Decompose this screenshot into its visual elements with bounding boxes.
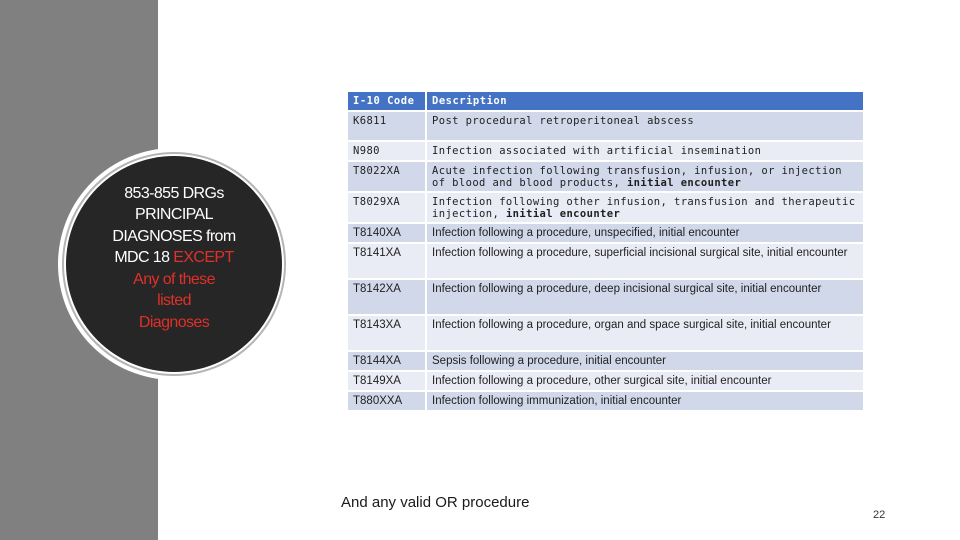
table-body <box>348 112 863 412</box>
drg-circle-text <box>89 183 259 334</box>
table-row <box>348 280 863 316</box>
footer-note: And any valid OR procedure <box>341 494 530 511</box>
description-text: Infection associated with artificial insemination <box>432 145 762 157</box>
description-text: Post procedural retroperitoneal abscess <box>432 115 695 127</box>
page-number: 22 <box>873 509 886 521</box>
table-row <box>348 112 863 142</box>
cell-code: T8022XA <box>348 162 427 193</box>
description-text: Infection following a procedure, organ and space surgical site, initial encounter <box>432 319 831 331</box>
description-text: Sepsis following a procedure, initial encounter <box>432 355 666 367</box>
circle-line-3: DIAGNOSES from <box>112 227 236 245</box>
cell-description <box>427 280 863 316</box>
cell-code: T8149XA <box>348 372 427 392</box>
drg-circle <box>66 156 282 372</box>
description-text: Infection following a procedure, other surgical site, initial encounter <box>432 375 772 387</box>
description-text: Infection following a procedure, deep incisional surgical site, initial encounter <box>432 283 822 295</box>
cell-description <box>427 352 863 372</box>
cell-code: T8144XA <box>348 352 427 372</box>
cell-code: N980 <box>348 142 427 162</box>
description-text: Infection following immunization, initial encounter <box>432 395 682 407</box>
cell-code: K6811 <box>348 112 427 142</box>
cell-description <box>427 244 863 280</box>
circle-line-6: listed <box>157 292 191 310</box>
table-row <box>348 142 863 162</box>
header-code: I-10 Code <box>348 92 427 112</box>
table-row <box>348 162 863 193</box>
circle-line-5: Any of these <box>133 270 215 288</box>
cell-code: T8142XA <box>348 280 427 316</box>
cell-code: T8141XA <box>348 244 427 280</box>
table-header-row <box>348 92 863 112</box>
table-row <box>348 316 863 352</box>
description-bold-text: initial encounter <box>626 177 742 189</box>
table-row <box>348 352 863 372</box>
header-description: Description <box>427 92 863 112</box>
description-text: Infection following a procedure, superficial incisional surgical site, initial encounter <box>432 247 848 259</box>
cell-description <box>427 224 863 244</box>
cell-code: T8143XA <box>348 316 427 352</box>
table-row <box>348 193 863 224</box>
table-row <box>348 372 863 392</box>
circle-line-7: Diagnoses <box>138 313 210 331</box>
cell-description <box>427 316 863 352</box>
description-text: Acute infection following transfusion, infusion, or injection of blood and blood products, <box>432 165 843 189</box>
circle-line-4a: MDC 18 <box>114 249 170 267</box>
cell-description <box>427 112 863 142</box>
cell-description <box>427 372 863 392</box>
table-row <box>348 392 863 412</box>
circle-line-1: 853-855 DRGs <box>124 184 224 202</box>
cell-description <box>427 162 863 193</box>
cell-code: T8140XA <box>348 224 427 244</box>
cell-description <box>427 193 863 224</box>
circle-line-2: PRINCIPAL <box>135 206 213 224</box>
description-text: Infection following a procedure, unspecified, initial encounter <box>432 227 740 239</box>
cell-code: T880XXA <box>348 392 427 412</box>
table-row <box>348 224 863 244</box>
table-row <box>348 244 863 280</box>
diagnosis-code-table <box>348 92 863 412</box>
circle-line-4b: EXCEPT <box>173 249 234 267</box>
cell-description <box>427 392 863 412</box>
cell-description <box>427 142 863 162</box>
description-bold-text: initial encounter <box>505 208 621 220</box>
description-text: Infection following other infusion, transfusion and therapeutic injection, <box>432 196 856 220</box>
cell-code: T8029XA <box>348 193 427 224</box>
